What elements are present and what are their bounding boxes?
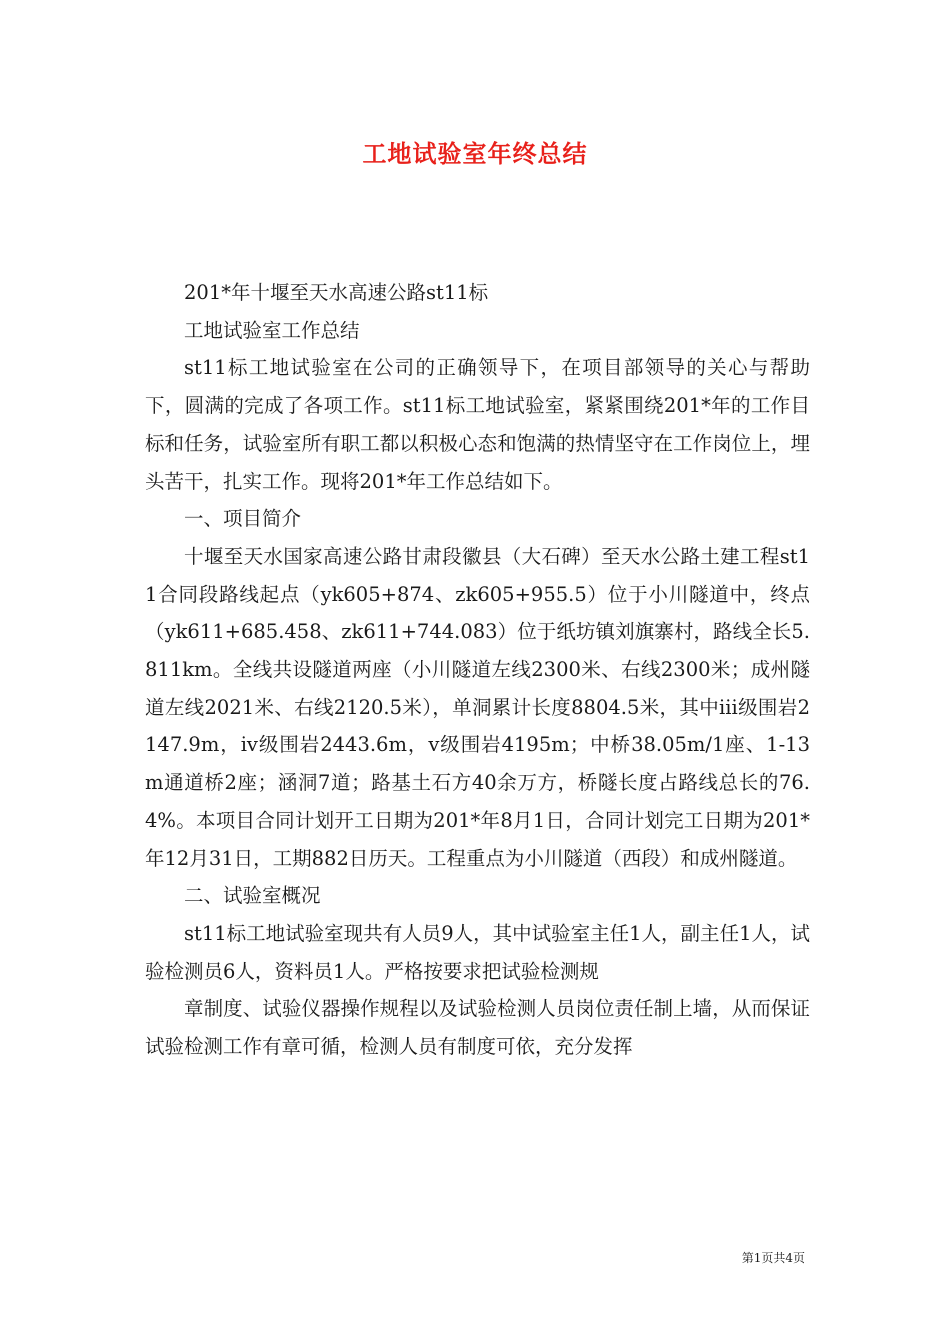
paragraph-regulations: 章制度、试验仪器操作规程以及试验检测人员岗位责任制上墙，从而保证试验检测工作有章可循，检测人员有制度可依，充分发挥 <box>145 997 810 1059</box>
paragraph-heading-line-2: 工地试验室工作总结 <box>184 318 360 342</box>
page-number: 第1页共4页 <box>741 1251 805 1265</box>
section-heading-lab-overview: 二、试验室概况 <box>184 884 321 908</box>
page-title: 工地试验室年终总结 <box>362 140 588 168</box>
paragraph-lab-overview: st11标工地试验室现共有人员9人，其中试验室主任1人，副主任1人，试验检测员6人，资料员1人。严格按要求把试验检测规 <box>145 921 810 983</box>
section-heading-project-intro: 一、项目简介 <box>184 507 302 531</box>
paragraph-project-intro: 十堰至天水国家高速公路甘肃段徽县（大石碑）至天水公路土建工程st11合同段路线起点（yk605+874、zk605+955.5）位于小川隧道中，终点（yk611+685.458、zk611+744.083）位于纸坊镇刘旗寨村，路线全长5.811km。全线共设隧道两座（小川隧道左线2300米、右线2300米；成州隧道左线2021米、右线2120.5米），单洞累计长度8804.5米，其中iii级围岩2147.9m，iv级围岩2443.6m，v级围岩4195m；中桥38.05m/1座、1-13m通道桥2座；涵洞7道；路基土石方40余万方，桥隧长度占路线总长的76.4%。本项目合同计划开工日期为201*年8月1日，合同计划完工日期为201*年12月31日，工期882日历天。工程重点为小川隧道（西段）和成州隧道。 <box>145 544 810 870</box>
paragraph-heading-line-1: 201*年十堰至天水高速公路st11标 <box>184 281 489 304</box>
paragraph-intro: st11标工地试验室在公司的正确领导下，在项目部领导的关心与帮助下，圆满的完成了各项工作。st11标工地试验室，紧紧围绕201*年的工作目标和任务，试验室所有职工都以积极心态和饱满的热情坚守在工作岗位上，埋头苦干，扎实工作。现将201*年工作总结如下。 <box>145 356 810 493</box>
document-body <box>145 274 810 1066</box>
